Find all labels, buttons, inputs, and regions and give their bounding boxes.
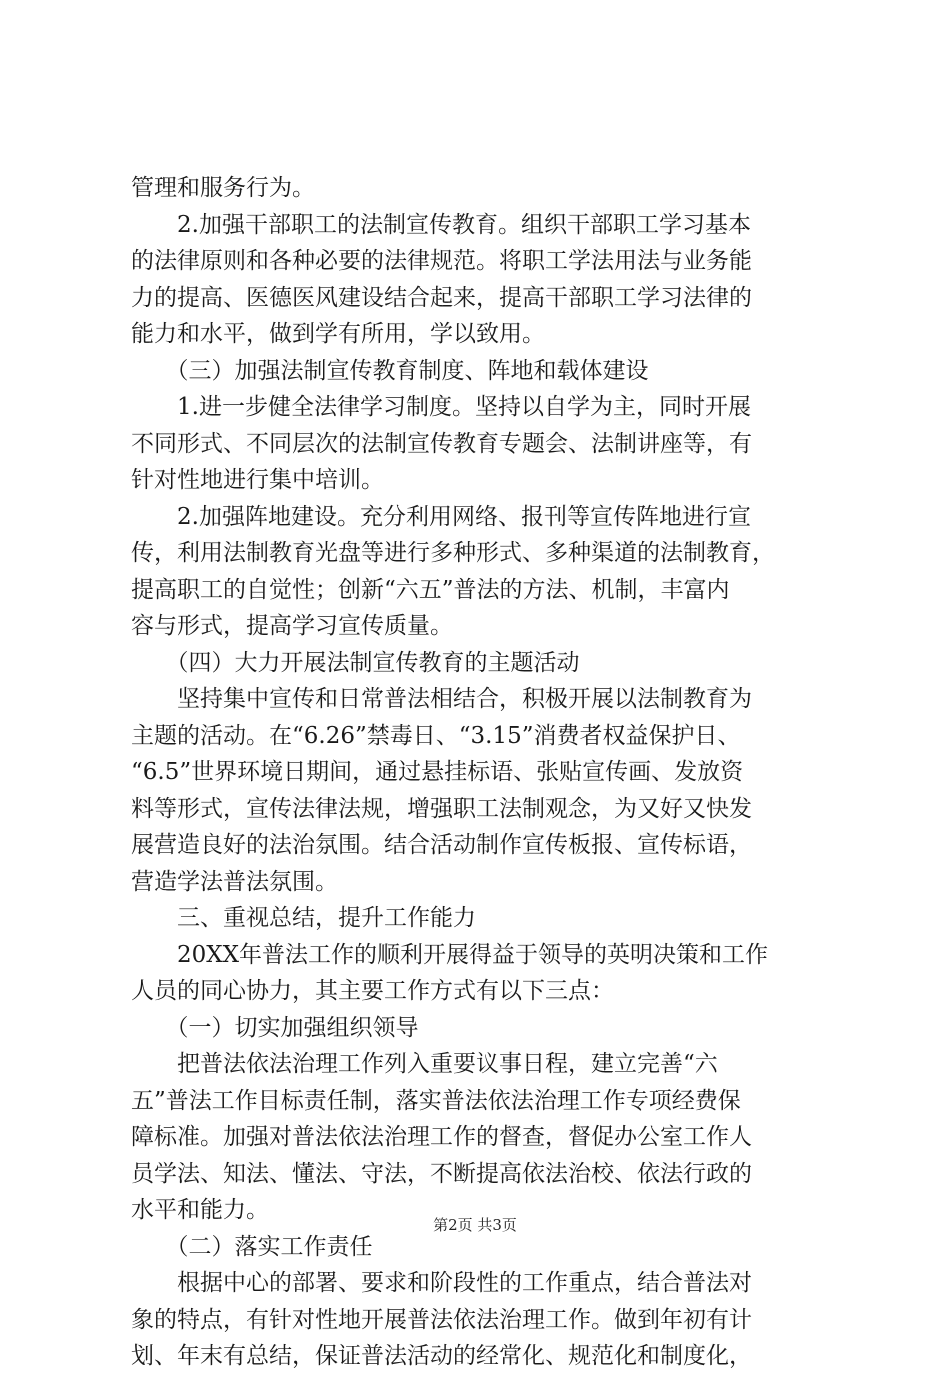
text-line: 传，利用法制教育光盘等进行多种形式、多种渠道的法制教育，: [131, 540, 775, 566]
document-body: [131, 170, 831, 1375]
text-line: 象的特点，有针对性地开展普法依法治理工作。做到年初有计: [131, 1306, 752, 1333]
text-line: 的法律原则和各种必要的法律规范。将职工学法用法与业务能: [131, 248, 752, 274]
text-line: 针对性地进行集中培训。: [131, 467, 384, 493]
text-line: 根据中心的部署、要求和阶段性的工作重点，结合普法对: [131, 1270, 752, 1296]
text-line: 管理和服务行为。: [131, 175, 315, 201]
text-line: （三）加强法制宣传教育制度、阵地和载体建设: [131, 357, 649, 384]
text-line: 1.进一步健全法律学习制度。坚持以自学为主，同时开展: [131, 394, 751, 420]
text-line: 展营造良好的法治氛围。结合活动制作宣传板报、宣传标语，: [131, 832, 752, 858]
text-line: 能力和水平，做到学有所用，学以致用。: [131, 321, 545, 347]
text-line: 营造学法普法氛围。: [131, 868, 338, 895]
text-line: 2.加强阵地建设。充分利用网络、报刊等宣传阵地进行宣: [131, 503, 751, 530]
text-line: 把普法依法治理工作列入重要议事日程，建立完善“六: [131, 1051, 718, 1077]
text-line: 提高职工的自觉性；创新“六五”普法的方法、机制，丰富内: [131, 576, 730, 603]
text-line: 划、年末有总结，保证普法活动的经常化、规范化和制度化，: [131, 1343, 752, 1369]
text-line: 容与形式，提高学习宣传质量。: [131, 613, 453, 639]
text-line: 五”普法工作目标责任制，落实普法依法治理工作专项经费保: [131, 1087, 741, 1114]
text-line: 人员的同心协力，其主要工作方式有以下三点：: [131, 978, 614, 1004]
text-line: （二）落实工作责任: [131, 1233, 373, 1260]
text-line: 三、重视总结，提升工作能力: [131, 905, 476, 931]
text-line: 水平和能力。: [131, 1197, 269, 1223]
page-footer: 第2页 共3页: [433, 1216, 517, 1234]
text-line: 员学法、知法、懂法、守法，不断提高依法治校、依法行政的: [131, 1160, 752, 1187]
text-line: 20XX年普法工作的顺利开展得益于领导的英明决策和工作: [131, 941, 769, 968]
text-line: （四）大力开展法制宣传教育的主题活动: [131, 649, 580, 676]
text-line: “6.5”世界环境日期间，通过悬挂标语、张贴宣传画、发放资: [131, 759, 744, 785]
text-line: 不同形式、不同层次的法制宣传教育专题会、法制讲座等，有: [131, 430, 752, 457]
text-line: 力的提高、医德医风建设结合起来，提高干部职工学习法律的: [131, 284, 752, 311]
text-line: 坚持集中宣传和日常普法相结合，积极开展以法制教育为: [131, 686, 752, 712]
text-line: （一）切实加强组织领导: [131, 1014, 419, 1041]
text-line: 障标准。加强对普法依法治理工作的督查，督促办公室工作人: [131, 1124, 752, 1150]
text-line: 主题的活动。在“6.26”禁毒日、“3.15”消费者权益保护日、: [131, 722, 741, 749]
text-line: 2.加强干部职工的法制宣传教育。组织干部职工学习基本: [131, 211, 751, 238]
text-line: 料等形式，宣传法律法规，增强职工法制观念，为又好又快发: [131, 795, 752, 822]
